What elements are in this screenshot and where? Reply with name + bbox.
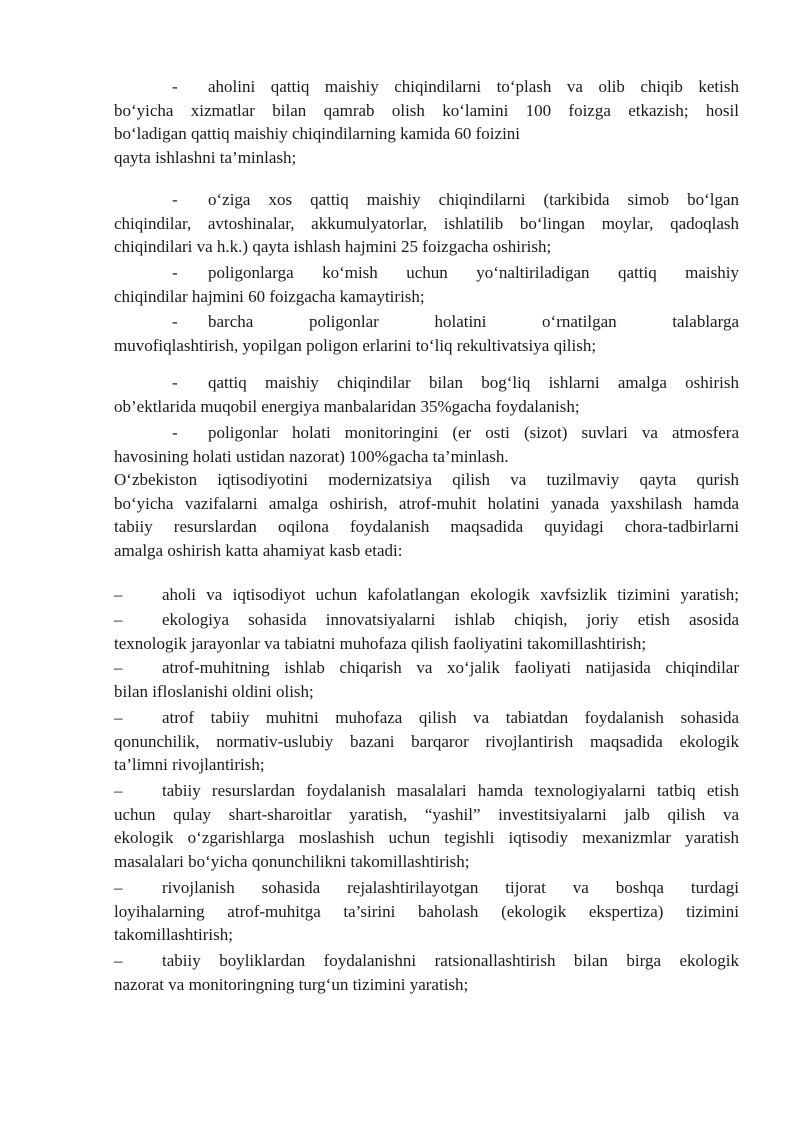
line-text: qattiq maishiy chiqindilar bilan bog‘liq ishlarni amalga oshirish: [208, 373, 739, 392]
line-text: O‘zbekiston iqtisodiyotini modernizatsiya qilish va tuzilmaviy qayta qurish: [114, 470, 739, 489]
line-text: aholi va iqtisodiyot uchun kafolatlangan ekologik xavfsizlik tizimini yaratish;: [162, 585, 739, 604]
list-marker: –: [114, 708, 123, 727]
list-item: [114, 583, 739, 607]
line-text: rivojlanish sohasida rejalashtirilayotgan tijorat va boshqa turdagi: [162, 878, 739, 897]
list-item: [114, 261, 739, 308]
list-item: [114, 421, 739, 468]
line-text: atrof tabiiy muhitni muhofaza qilish va tabiatdan foydalanish sohasida: [162, 708, 739, 727]
line-text: masalalari bo‘yicha qonunchilikni takomillashtirish;: [114, 851, 470, 871]
line-text: poligonlarga ko‘mish uchun yo‘naltiriladigan qattiq maishiy: [208, 263, 739, 282]
line-text: bo‘ladigan qattiq maishiy chiqindilarning kamida 60 foizini: [114, 124, 521, 143]
line-text: ob’ektlarida muqobil energiya manbalaridan 35%gacha foydalanish;: [114, 396, 580, 416]
line-text: chiqindilari va h.k.) qayta ishlash hajmini 25 foizgacha oshirish;: [114, 237, 552, 256]
list-marker: –: [114, 658, 123, 677]
list-marker: -: [172, 263, 178, 282]
line-text: chiqindilar, avtoshinalar, akkumulyatorlar, ishlatilib bo‘lingan moylar, qadoqlash: [114, 213, 739, 233]
line-text: tabiiy resurslardan foydalanish masalalari hamda texnologiyalarni tatbiq etish: [162, 781, 739, 800]
line-text: loyihalarning atrof-muhitga ta’sirini baholash (ekologik ekspertiza) tizimini: [114, 901, 739, 921]
list-item: [114, 656, 739, 703]
list-marker: -: [172, 423, 178, 442]
list-item: [114, 310, 739, 357]
line-text: bo‘yicha vazifalarni amalga oshirish, atrof-muhit holatini yanada yaxshilash hamda: [114, 493, 739, 513]
list-marker: –: [114, 878, 123, 897]
list-item: [114, 706, 739, 777]
line-text: barcha poligonlar holatini o‘rnatilgan talablarga: [208, 312, 739, 331]
line-text: tabiiy boyliklardan foydalanishni ratsionallashtirish bilan birga ekologik: [162, 951, 739, 970]
line-text: havosining holati ustidan nazorat) 100%gacha ta’minlash.: [114, 446, 509, 466]
line-text: texnologik jarayonlar va tabiatni muhofaza qilish faoliyatini takomillashtirish;: [114, 633, 647, 653]
intro-paragraph: [114, 468, 739, 562]
list-marker: –: [114, 610, 123, 629]
line-text: qayta ishlashni ta’minlash;: [114, 147, 297, 167]
list-item: [114, 876, 739, 947]
line-text: ta’limni rivojlantirish;: [114, 755, 265, 774]
line-text: uchun qulay shart-sharoitlar yaratish, “yashil” investitsiyalarni jalb qilish va: [114, 804, 739, 824]
list-marker: -: [172, 77, 178, 96]
list-item: [114, 188, 739, 259]
line-text: ekologiya sohasida innovatsiyalarni ishlab chiqish, joriy etish asosida: [162, 610, 739, 629]
list-marker: –: [114, 951, 123, 970]
list-item: [114, 75, 739, 169]
line-text: chiqindilar hajmini 60 foizgacha kamaytirish;: [114, 286, 425, 306]
line-text: amalga oshirish katta ahamiyat kasb etadi:: [114, 540, 403, 560]
line-text: muvofiqlashtirish, yopilgan poligon erlarini to‘liq rekultivatsiya qilish;: [114, 335, 597, 355]
line-text: atrof-muhitning ishlab chiqarish va xo‘jalik faoliyati natijasida chiqindilar: [162, 658, 739, 677]
line-text: ekologik o‘zgarishlarga moslashish uchun tegishli iqtisodiy mexanizmlar yaratish: [114, 828, 739, 847]
line-text: bo‘yicha xizmatlar bilan qamrab olish ko‘lamini 100 foizga etkazish; hosil: [114, 100, 739, 120]
line-text: tabiiy resurslardan oqilona foydalanish maqsadida quyidagi chora-tadbirlarni: [114, 517, 739, 536]
list-item: [114, 779, 739, 873]
list-marker: -: [172, 190, 178, 209]
list-marker: -: [172, 312, 178, 331]
line-text: poligonlar holati monitoringini (er osti (sizot) suvlari va atmosfera: [208, 423, 739, 442]
list-marker: -: [172, 373, 178, 392]
line-text: qonunchilik, normativ-uslubiy bazani barqaror rivojlantirish maqsadida ekologik: [114, 731, 739, 751]
list-item: [114, 608, 739, 655]
line-text: bilan ifloslanishi oldini olish;: [114, 681, 314, 701]
line-text: aholini qattiq maishiy chiqindilarni to‘plash va olib chiqib ketish: [208, 77, 739, 96]
line-text: nazorat va monitoringning turg‘un tizimini yaratish;: [114, 974, 469, 994]
list-marker: –: [114, 585, 123, 604]
list-marker: –: [114, 781, 123, 800]
line-text: o‘ziga xos qattiq maishiy chiqindilarni (tarkibida simob bo‘lgan: [208, 190, 739, 209]
list-item: [114, 949, 739, 996]
list-item: [114, 371, 739, 418]
line-text: takomillashtirish;: [114, 925, 233, 944]
